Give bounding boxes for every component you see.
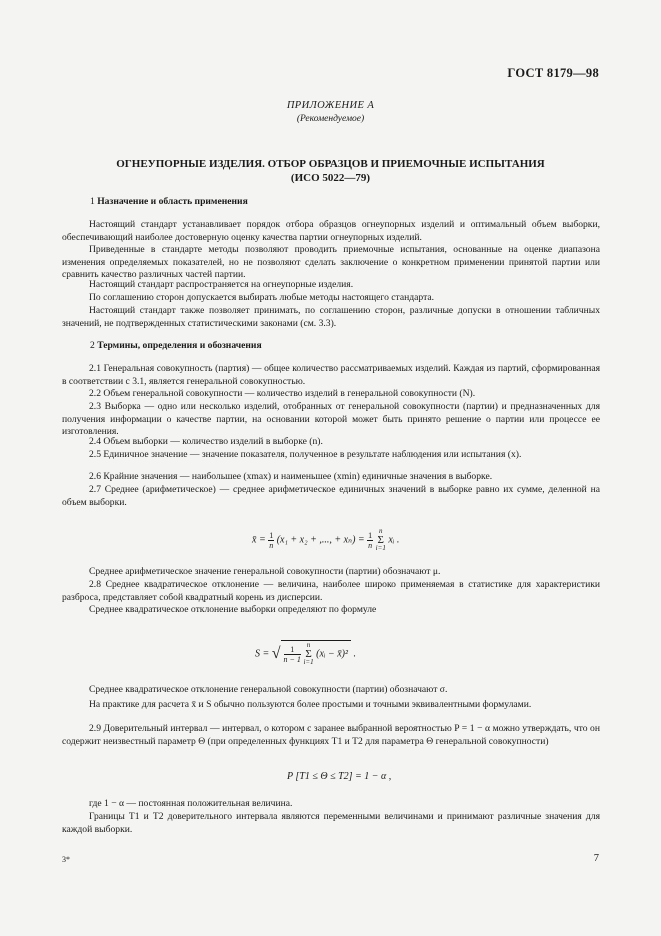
formula-mean-sum-top: n [379,527,383,535]
formula-mean-frac2-num: 1 [368,530,373,540]
formula-stddev [255,640,356,666]
document-title-line2: (ИСО 5022—79) [290,172,371,184]
formula-stddev-lhs: S = [255,648,270,660]
section1-number: 1 [90,196,95,207]
term-2-9: 2.9 Доверительный интервал — интервал, о котором с заранее выбранной вероятностью P = 1 − α можно утверждать, что он содержит неизвестный параметр Θ (при определенных функциях T1 и T2 для параметра Θ генеральной совокупности) [62,723,600,747]
sqrt-icon: √ [271,645,281,662]
footer-signature-mark: 3* [62,855,70,864]
page-number: 7 [593,853,599,864]
section2-number: 2 [90,340,95,351]
formula-mean-frac-den: n [269,540,274,550]
section1-title: Назначение и область применения [97,196,248,207]
sigma-sum-icon: Σ [377,534,384,546]
section1-para-4: По соглашению сторон допускается выбирать любые методы настоящего стандарта. [89,292,435,303]
formula-mean-sum-bot: i=1 [375,544,386,552]
term-2-7: 2.7 Среднее (арифметическое) — среднее арифметическое единичных значений в выборке равно их сумме, деленной на объем выборки. [62,484,600,508]
formula-mean-mid: (x₁ + x₂ + ,..., + xₙ) = [276,534,365,546]
standard-code: ГОСТ 8179—98 [507,66,599,80]
section1-para-2: Приведенные в стандарте методы позволяют проводить приемочные испытания, основанные на оценке диапазона изменения определяемых показателей, но не позволяют сделать заключение о конкретном применении принятой партии или сравнить качество различных частей партии. [62,244,600,281]
formula-stddev-sum-bot: i=1 [303,658,314,666]
section2-heading [90,340,262,351]
term-2-1: 2.1 Генеральная совокупность (партия) — общее количество рассматриваемых изделий. Каждая из партий, сформированная в соответствии с 3.1, является генеральной совокупностью. [62,363,600,387]
formula-stddev-tail: . [353,648,356,660]
term-2-4: 2.4 Объем выборки — количество изделий в выборке (n). [89,436,323,447]
document-title-line1: ОГНЕУПОРНЫЕ ИЗДЕЛИЯ. ОТБОР ОБРАЗЦОВ И ПРИЕМОЧНЫЕ ИСПЫТАНИЯ [116,158,545,170]
appendix-title: ПРИЛОЖЕНИЕ А [286,100,375,111]
section1-para-3: Настоящий стандарт распространяется на огнеупорные изделия. [89,279,354,290]
section1-para-1: Настоящий стандарт устанавливает порядок отбора образцов огнеупорных изделий и оптимальный объем выборки, обеспечивающий наиболее достоверную оценку качества партии огнеупорных изделий. [62,219,600,243]
term-2-2: 2.2 Объем генеральной совокупности — количество изделий в генеральной совокупности (N). [89,388,476,399]
stddev-intro: Среднее квадратическое отклонение выборки определяют по формуле [89,604,377,615]
bounds-note: Границы T1 и T2 доверительного интервала являются переменными величинами и принимают различные значения для каждой выборки. [62,811,600,835]
term-2-8: 2.8 Среднее квадратическое отклонение — величина, наиболее широко применяемая в статистике для характеристики разброса, представляет собой квадратный корень из дисперсии. [62,579,600,603]
term-2-3: 2.3 Выборка — одно или несколько изделий, отобранных от генеральной совокупности (партии) и предназначенных для получения информации о качестве партии, на основании которой может быть принято решение о партии или процессе ее изготовления. [62,401,600,438]
practice-note: На практике для расчета x̄ и S обычно пользуются более простыми и точными эквивалентными формулами. [89,699,532,710]
formula-stddev-fraction [284,645,301,664]
formula-stddev-frac-num: 1 [284,645,301,655]
alpha-note: где 1 − α — постоянная положительная величина. [89,798,293,809]
formula-confidence: P [T1 ≤ Θ ≤ T2] = 1 − α , [287,771,392,782]
formula-mean-lhs: x̄ = [252,534,266,546]
mean-mu-note: Среднее арифметическое значение генеральной совокупности (партии) обозначают μ. [89,566,441,577]
section1-heading [90,196,248,207]
appendix-subtitle: (Рекомендуемое) [296,114,365,124]
section2-title: Термины, определения и обозначения [97,340,262,351]
stddev-sigma-note: Среднее квадратическое отклонение генеральной совокупности (партии) обозначают σ. [89,684,448,695]
formula-mean-frac-num: 1 [269,530,274,540]
sigma-sum-icon: Σ [305,648,312,660]
formula-stddev-sum [303,642,313,666]
formula-mean-fraction-2 [367,531,373,550]
term-2-6: 2.6 Крайние значения — наибольшее (xmax) и наименьшее (xmin) единичные значения в выборке. [89,471,493,482]
formula-mean-sum [376,528,386,552]
formula-stddev-radicand [281,640,351,666]
document-title [0,157,661,185]
formula-stddev-frac-den: n − 1 [283,654,301,664]
formula-mean [252,528,399,552]
term-2-5: 2.5 Единичное значение — значение показателя, полученное в результате наблюдения или испытания (x). [89,449,522,460]
formula-stddev-sum-top: n [306,641,311,649]
formula-mean-tail: xᵢ . [388,534,400,546]
formula-stddev-body: (xᵢ − x̄)² [316,648,348,660]
section1-para-5: Настоящий стандарт также позволяет принимать, по соглашению сторон, различные допуски в отношении табличных значений, не подтвержденных статистическими законами (см. 3.3). [62,305,600,329]
formula-mean-fraction [268,531,274,550]
formula-mean-frac2-den: n [368,540,373,550]
